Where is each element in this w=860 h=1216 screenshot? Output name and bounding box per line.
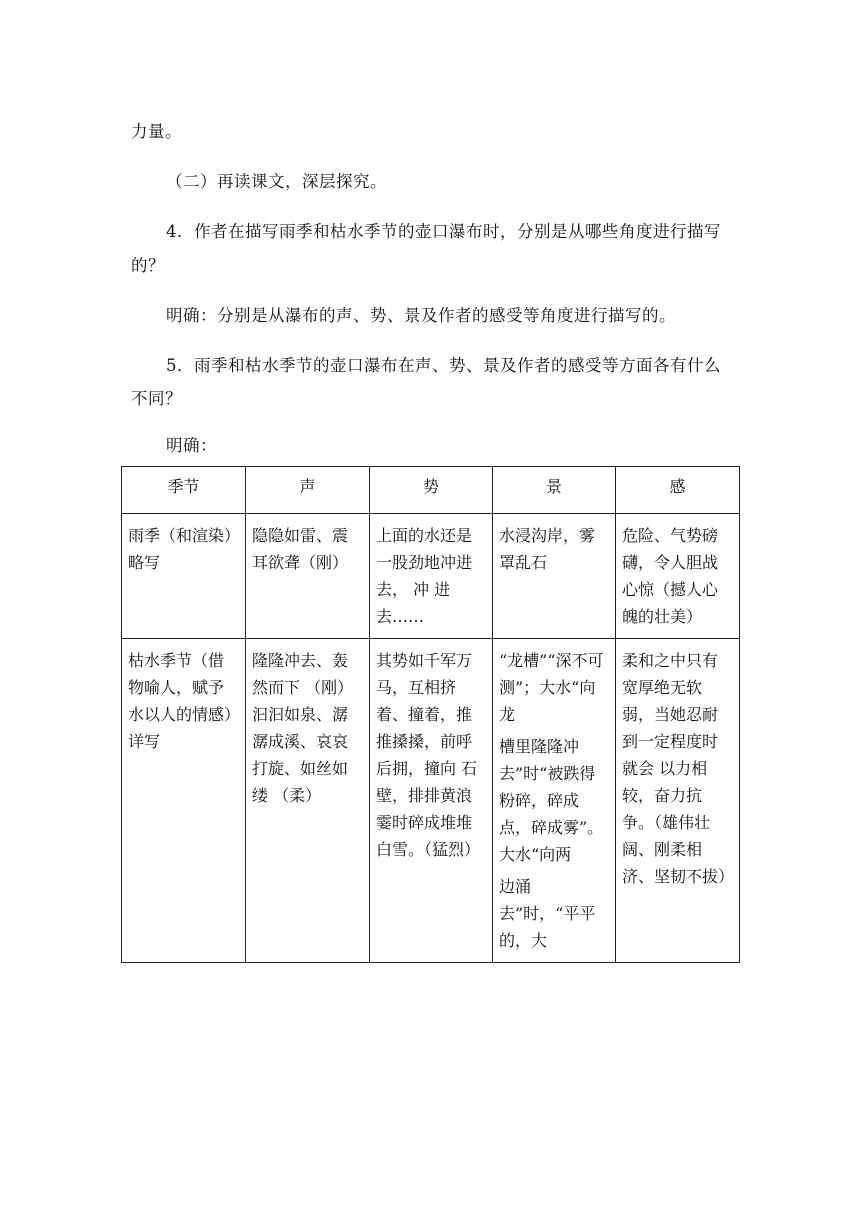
table-cell-scene <box>493 639 616 963</box>
table-row-rainy-season <box>122 514 740 639</box>
table-header-season: 季节 <box>122 467 246 514</box>
section-heading: （二）再读课文，深层探究。 <box>166 172 387 191</box>
question-5-line-1: 5．雨季和枯水季节的壶口瀑布在声、势、景及作者的感受等方面各有什么 <box>166 356 721 375</box>
table-header-scene: 景 <box>493 467 616 514</box>
table-cell-scene-text: 水浸沟岸，雾罩乱石 <box>499 526 596 572</box>
table-header-momentum: 势 <box>370 467 493 514</box>
table-cell-scene-text: 边涌去”时，“平平的，大 <box>499 877 596 950</box>
table-header-feeling: 感 <box>616 467 740 514</box>
paragraph-continuation: 力量。 <box>131 122 182 141</box>
question-4-line-2: 的？ <box>131 256 165 275</box>
table-cell-scene <box>493 514 616 639</box>
table-cell-sound: 隆隆冲去、轰然而下 （刚）汩汩如泉、潺潺成溪、哀哀打旋、如丝如缕 （柔） <box>246 639 370 963</box>
answer-5-label: 明确： <box>166 436 217 455</box>
table-cell-scene-text: 槽里隆隆冲去”时“被跌得粉碎，碎成点，碎成雾”。大水“向两 <box>499 737 604 864</box>
table-cell-sound: 隐隐如雷、震耳欲聋（刚） <box>246 514 370 639</box>
comparison-table <box>121 466 740 963</box>
question-5-line-2: 不同？ <box>131 389 182 408</box>
table-header-sound: 声 <box>246 467 370 514</box>
table-cell-momentum: 上面的水还是一股劲地冲进去， 冲 进去…… <box>370 514 493 639</box>
table-cell-season: 枯水季节（借物喻人，赋予水以人的情感）详写 <box>122 639 246 963</box>
table-cell-feeling: 柔和之中只有宽厚绝无软弱，当她忍耐到一定程度时就会 以力相较，奋力抗争。（雄伟壮阔、刚柔相济、坚韧不拔） <box>616 639 740 963</box>
table-cell-feeling: 危险、气势磅礴，令人胆战心惊（撼人心魄的壮美） <box>616 514 740 639</box>
table-cell-scene-text: “龙槽”“深不可测”；大水“向龙 <box>499 651 604 724</box>
table-cell-momentum: 其势如千军万马，互相挤着、撞着，推推搡搡，前呼后拥，撞向 石壁，排排黄浪霎时碎成堆堆白雪。（猛烈） <box>370 639 493 963</box>
table-header-row <box>122 467 740 514</box>
answer-4: 明确：分别是从瀑布的声、势、景及作者的感受等角度进行描写的。 <box>166 306 676 325</box>
table-cell-season: 雨季（和渲染）略写 <box>122 514 246 639</box>
question-4-line-1: 4．作者在描写雨季和枯水季节的壶口瀑布时，分别是从哪些角度进行描写 <box>166 222 721 241</box>
table-row-dry-season <box>122 639 740 963</box>
